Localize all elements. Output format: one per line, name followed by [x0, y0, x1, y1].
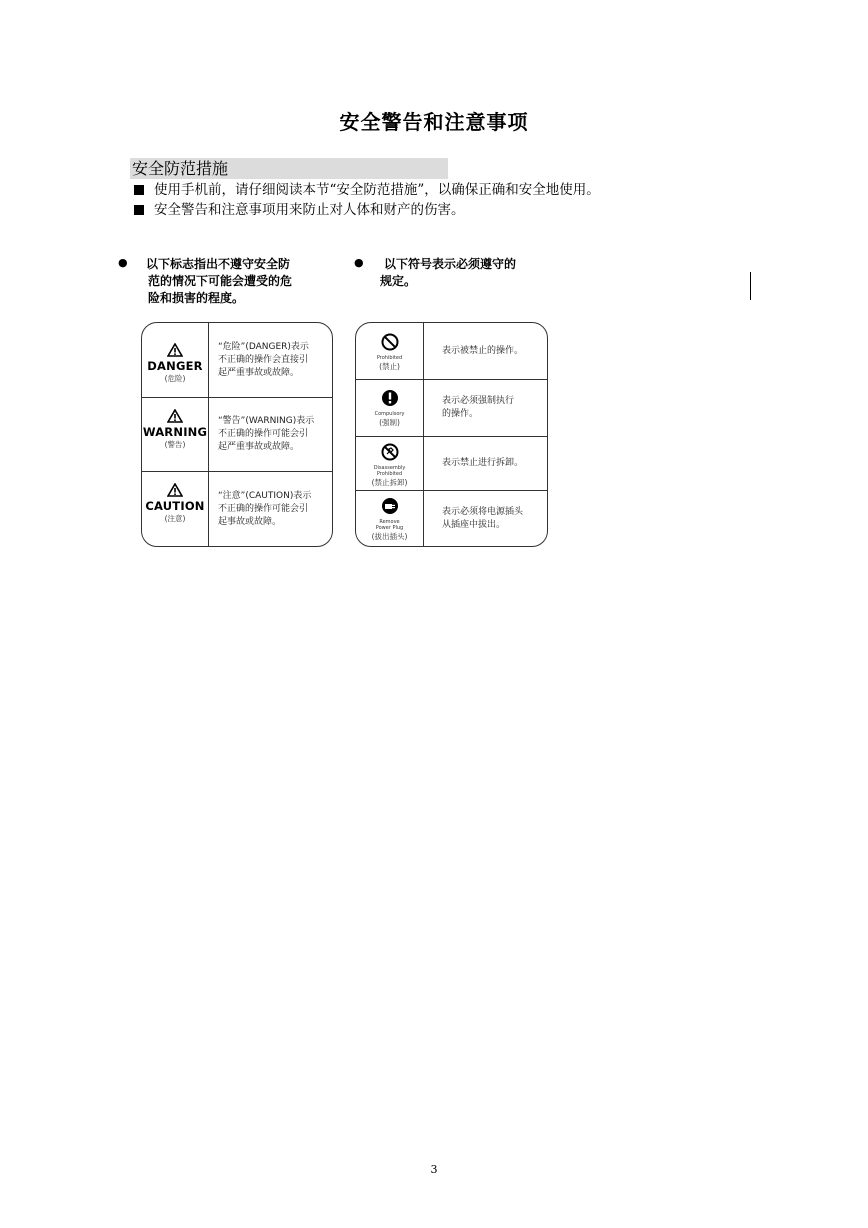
- symbol-description: 表示必须强制执行 的操作。: [442, 396, 515, 419]
- symbol-description: 表示必须将电源插头 从插座中拔出。: [442, 506, 524, 530]
- signal-description: “警告”(WARNING)表示 不正确的操作可能会引 起严重事故或故障。: [218, 416, 315, 452]
- symbol-description: 表示禁止进行拆卸。: [442, 458, 524, 468]
- table-row: Remove Power Plug (拔出插头) 表示必须将电源插头 从插座中拔出。: [356, 491, 547, 546]
- margin-bar: [750, 272, 751, 300]
- remove-plug-icon: [381, 497, 399, 515]
- prohibited-icon: [381, 333, 399, 351]
- table-row: DANGER (危险) “危险”(DANGER)表示 不正确的操作会直接引 起严重事故或故障。: [142, 323, 332, 398]
- signal-word-table: [141, 322, 333, 547]
- disassembly-prohibited-icon: [381, 443, 399, 461]
- note-symbols: 以下符号表示必须遵守的 规定。: [380, 257, 517, 288]
- warning-triangle-icon: [167, 483, 183, 497]
- signal-word: CAUTION: [145, 499, 205, 513]
- dot-bullet-icon: ●: [118, 256, 128, 269]
- table-row: Disassembly Prohibited (禁止拆卸) 表示禁止进行拆卸。: [356, 437, 547, 491]
- signal-word: DANGER: [147, 359, 203, 373]
- bullet-item: 安全警告和注意事项用来防止对人体和财产的伤害。: [134, 200, 465, 220]
- warning-triangle-icon: [167, 343, 183, 357]
- page-number: 3: [430, 1163, 438, 1176]
- symbol-description: 表示被禁止的操作。: [442, 345, 524, 356]
- table-row: Prohibited (禁止) 表示被禁止的操作。: [356, 323, 547, 380]
- dot-bullet-icon: ●: [354, 256, 364, 269]
- square-bullet-icon: [134, 205, 144, 215]
- signal-description: “注意”(CAUTION)表示 不正确的操作可能会引 起事故或故障。: [218, 490, 312, 527]
- symbol-table: [355, 322, 548, 547]
- signal-description: “危险”(DANGER)表示 不正确的操作会直接引 起严重事故或故障。: [218, 341, 309, 378]
- table-row: WARNING (警告) “警告”(WARNING)表示 不正确的操作可能会引 起严重事故或故障。: [142, 398, 332, 472]
- bullet-item: 使用手机前，请仔细阅读本节“安全防范措施”，以确保正确和安全地使用。: [134, 180, 600, 200]
- signal-word: WARNING: [142, 425, 208, 439]
- section-heading: 安全防范措施: [130, 158, 448, 179]
- note-signal-words: 以下标志指出不遵守安全防 范的情况下可能会遭受的危 险和损害的程度。: [146, 257, 293, 305]
- table-row: CAUTION (注意) “注意”(CAUTION)表示 不正确的操作可能会引 起事故或故障。: [142, 472, 332, 546]
- table-row: Compulsory (强制) 表示必须强制执行 的操作。: [356, 380, 547, 437]
- compulsory-icon: [381, 389, 399, 407]
- square-bullet-icon: [134, 185, 144, 195]
- warning-triangle-icon: [167, 409, 183, 423]
- page-title: 安全警告和注意事项: [339, 110, 529, 134]
